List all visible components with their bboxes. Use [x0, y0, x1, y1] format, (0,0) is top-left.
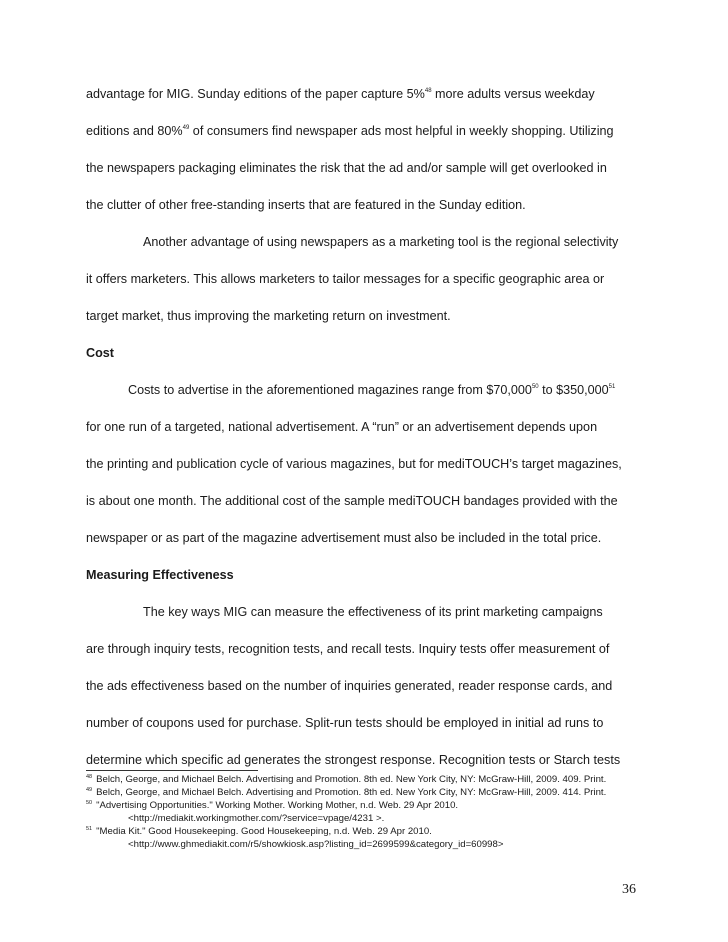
footnote-number: 50	[86, 800, 93, 806]
paragraph-line	[86, 376, 656, 413]
footnote-text: "Media Kit." Good Housekeeping. Good Housekeeping, n.d. Web. 29 Apr 2010.	[96, 826, 432, 837]
paragraph-line: newspaper or as part of the magazine advertisement must also be included in the total price.	[86, 531, 602, 545]
paragraph-line: the ads effectiveness based on the number of inquiries generated, reader response cards, and	[86, 679, 613, 693]
paragraph-line	[86, 80, 656, 117]
footnotes	[86, 773, 646, 851]
footnote-text: "Advertising Opportunities." Working Mother. Working Mother, n.d. Web. 29 Apr 2010.	[96, 800, 459, 811]
section-heading-measuring: Measuring Effectiveness	[86, 568, 234, 582]
footnote-text: Belch, George, and Michael Belch. Advertising and Promotion. 8th ed. New York City, NY: McGraw-Hill, 2009. 409. Print.	[96, 774, 607, 785]
text-run: of consumers find newspaper ads most helpful in weekly shopping. Utilizing	[189, 124, 614, 138]
body-text	[86, 80, 656, 783]
footnote-text: Belch, George, and Michael Belch. Advertising and Promotion. 8th ed. New York City, NY: McGraw-Hill, 2009. 414. Print.	[96, 787, 607, 798]
text-run: Costs to advertise in the aforementioned magazines range from $70,000	[128, 383, 532, 397]
footnote-ref: 51	[608, 384, 616, 390]
paragraph-line: The key ways MIG can measure the effectiveness of its print marketing campaigns	[143, 605, 603, 619]
paragraph-line: is about one month. The additional cost of the sample mediTOUCH bandages provided with the	[86, 494, 618, 508]
text-run: to $350,000	[538, 383, 609, 397]
footnote-number: 51	[86, 826, 93, 832]
footnote-separator	[86, 770, 258, 771]
paragraph-line: determine which specific ad generates the strongest response. Recognition tests or Starch tests	[86, 753, 621, 767]
paragraph-line: number of coupons used for purchase. Split-run tests should be employed in initial ad runs to	[86, 716, 604, 730]
paragraph-line	[86, 117, 656, 154]
text-run: editions and 80%	[86, 124, 183, 138]
paragraph-line: it offers marketers. This allows marketers to tailor messages for a specific geographic area or	[86, 272, 605, 286]
paragraph-line: Another advantage of using newspapers as a marketing tool is the regional selectivity	[143, 235, 619, 249]
footnote-number: 48	[86, 774, 93, 780]
paragraph-line: the printing and publication cycle of various magazines, but for mediTOUCH’s target magazines,	[86, 457, 622, 471]
footnote-ref: 50	[531, 384, 539, 390]
paragraph-line: the newspapers packaging eliminates the risk that the ad and/or sample will get overlooked in	[86, 161, 607, 175]
paragraph-line: are through inquiry tests, recognition tests, and recall tests. Inquiry tests offer measurement of	[86, 642, 610, 656]
footnote	[86, 825, 646, 838]
footnote-ref: 49	[182, 125, 190, 131]
footnote-url: <http://www.ghmediakit.com/r5/showkiosk.asp?listing_id=2699599&category_id=60998>	[128, 839, 504, 850]
page-number: 36	[622, 882, 636, 897]
text-run: advantage for MIG. Sunday editions of the paper capture 5%	[86, 87, 425, 101]
section-heading-cost: Cost	[86, 346, 114, 360]
text-run: more adults versus weekday	[431, 87, 595, 101]
footnote	[86, 799, 646, 812]
paragraph-line: target market, thus improving the marketing return on investment.	[86, 309, 451, 323]
footnote-number: 49	[86, 787, 93, 793]
footnote-url: <http://mediakit.workingmother.com/?service=vpage/4231 >.	[128, 813, 385, 824]
footnote-ref: 48	[424, 88, 432, 94]
footnote	[86, 773, 646, 786]
paragraph-line: the clutter of other free-standing inserts that are featured in the Sunday edition.	[86, 198, 526, 212]
footnote	[86, 786, 646, 799]
paragraph-line: for one run of a targeted, national advertisement. A “run” or an advertisement depends upon	[86, 420, 598, 434]
